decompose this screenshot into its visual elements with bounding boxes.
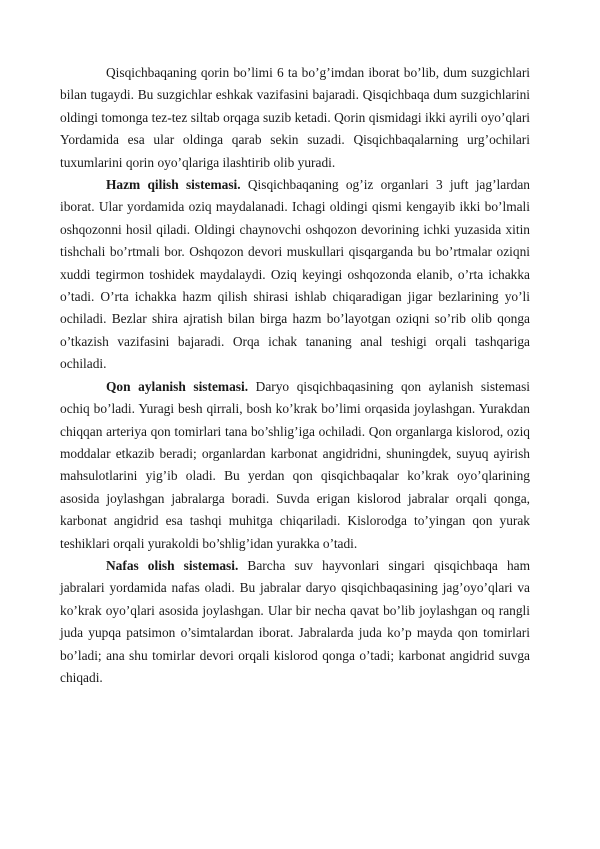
paragraph-abdomen (60, 62, 530, 174)
paragraph-text: Barcha suv hayvonlari singari qisqichbaqa ham jabralari yordamida nafas oladi. Bu jabralar daryo qisqichbaqasining jag’oyo’qlari va ko’krak oyo’qlari asosida joylashgan. Ular bir necha qavat bo’lib joylashgan oq rangli juda yupqa patsimon o’simtalardan iborat. Jabralarda juda ko’p mayda qon tomirlari bo’ladi; ana shu tomirlar devori orqali kislorod qonga o’tadi; karbonat angidrid suvga chiqadi. (60, 557, 530, 685)
paragraph-heading: Nafas olish sistemasi. (106, 557, 239, 573)
paragraph-circulatory-system (60, 376, 530, 555)
paragraph-respiratory-system (60, 555, 530, 689)
paragraph-text: Qisqichbaqaning og’iz organlari 3 juft jag’lardan iborat. Ular yordamida oziq maydalanadi. Ichagi oldingi qismi kengayib ikki bo’lmali oshqozonni hosil qiladi. Oldingi chaynovchi oshqozon devorining ichki yuzasida xitin tishchali bo’rtmali bor. Oshqozon devori muskullari qisqarganda bu bo’rtmalar oziqni xuddi tegirmon toshidek maydalaydi. Oziq keyingi oshqozonda elanib, o’rta ichakka o’tadi. O’rta ichakka hazm qilish shirasi ishlab chiqaradigan jigar bezlarining yo’li ochiladi. Bezlar shira ajratish bilan birga hazm bo’layotgan oziqni so’rib olib qonga o’tkazish vazifasini bajaradi. Orqa ichak tananing anal teshigi orqali tashqariga ochiladi. (60, 177, 530, 372)
paragraph-text: Qisqichbaqaning qorin bo’limi 6 ta bo’g’imdan iborat bo’lib, dum suzgichlari bilan tugaydi. Bu suzgichlar eshkak vazifasini bajaradi. Qisqichbaqa dum suzgichlarini oldingi tomonga tez-tez siltab orqaga suzib ketadi. Qorin qismidagi ikki ayrili oyo’qlari Yordamida esa ular oldinga qarab sekin suzadi. Qisqichbaqalarning urg’ochilari tuxumlarini qorin oyo’qlariga ilashtirib olib yuradi. (60, 65, 530, 170)
paragraph-digestive-system (60, 174, 530, 376)
document-page (60, 62, 530, 689)
paragraph-text: Daryo qisqichbaqasining qon aylanish sistemasi ochiq bo’ladi. Yuragi besh qirrali, bosh ko’krak bo’limi orqasida joylashgan. Yurakdan chiqqan arteriya qon tomirlari tana bo’shlig’iga ochiladi. Qon organlarga kislorod, oziq moddalar etkazib beradi; organlardan karbonat angidridni, shuningdek, suyuq ayirish mahsulotlarini yig’ib oladi. Bu yerdan qon qisqichbaqalar ko’krak oyo’qlarining asosida joylashgan jabralarga boradi. Suvda erigan kislorod jabralar orqali qonga, karbonat angidrid esa tashqi muhitga chiqariladi. Kislorodga to’yingan qon yurak teshiklari orqali yurakoldi bo’shlig’idan yurakka o’tadi. (60, 378, 530, 551)
paragraph-heading: Hazm qilish sistemasi. (106, 177, 241, 193)
paragraph-heading: Qon aylanish sistemasi. (106, 378, 249, 394)
